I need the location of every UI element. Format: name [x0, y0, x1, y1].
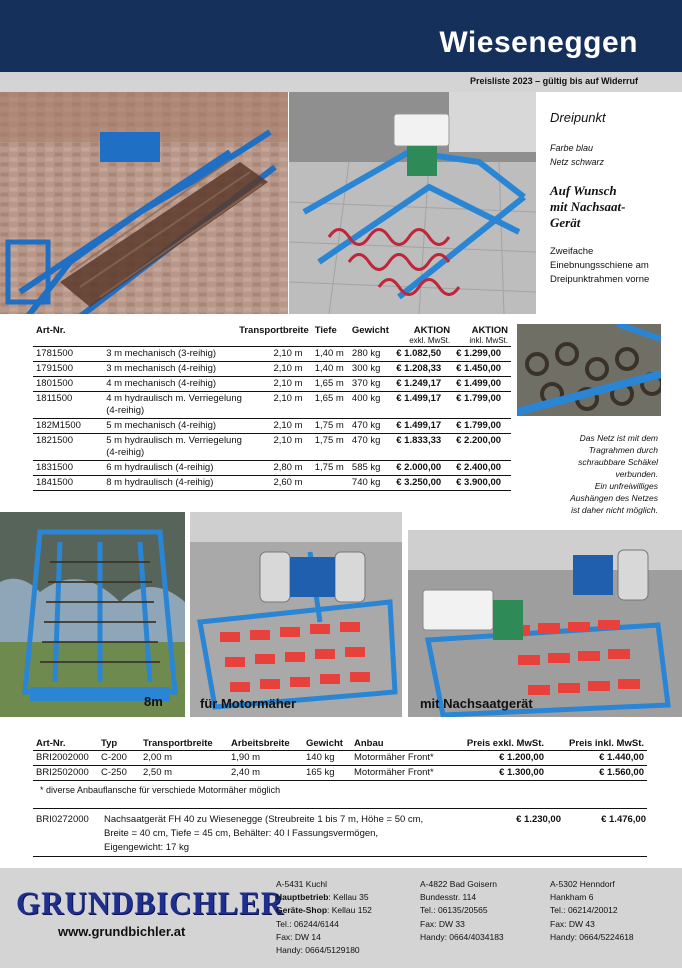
table-row: 1811500 4 m hydraulisch m. Verriegelung (4-reihig) 2,10 m 1,65 m 400 kg € 1.499,17 € 1.799,00 [33, 392, 511, 419]
nachsaat-description: Nachsaatgerät FH 40 zu Wiesenegge (Streubreite 1 bis 7 m, Höhe = 50 cm, Breite = 40 cm, Tiefe = 45 cm, Behälter: 40 l Fassungsvermögen, Eigengewicht: 17 kg [104, 814, 424, 853]
photo-8m-egge [0, 512, 185, 717]
table-row: 1801500 4 m mechanisch (4-reihig) 2,10 m 1,65 m 370 kg € 1.249,17 € 1.499,00 [33, 377, 511, 392]
company-logo: GRUNDBICHLER [16, 886, 285, 922]
table-row: 1781500 3 m mechanisch (3-reihig) 2,10 m 1,40 m 280 kg € 1.082,50 € 1.299,00 [33, 347, 511, 362]
anbau-footnote: * diverse Anbauflansche für verschiede Motormäher möglich [40, 785, 281, 795]
footer [0, 868, 682, 968]
header-banner [0, 0, 682, 72]
photo-net-closeup [517, 324, 661, 416]
table-row: BRI2002000 C-200 2,00 m 1,90 m 140 kg Motormäher Front* € 1.200,00 € 1.440,00 [33, 751, 647, 766]
address-henndorf: A-5302 Henndorf Hankham 6 Tel.: 06214/20012 Fax: DW 43 Handy: 0664/5224618 [550, 879, 634, 942]
col-transport: Transportbreite [239, 325, 309, 336]
caption-8m: 8m [144, 694, 163, 709]
table-header: Art-Nr. Typ Transportbreite Arbeitsbreite Gewicht Anbau Preis exkl. MwSt. Preis inkl. MwSt. [33, 737, 647, 751]
col-weight: Gewicht [351, 325, 389, 336]
website-link[interactable]: www.grundbichler.at [58, 924, 186, 939]
caption-nachsaatgeraet: mit Nachsaatgerät [420, 696, 533, 711]
table-header [33, 324, 511, 347]
nachsaat-price-exkl: € 1.230,00 [516, 814, 561, 825]
col-aktion-inkl: AKTION inkl. MwSt. [469, 325, 508, 345]
price-table-motormaeher [33, 737, 647, 781]
table-row: 1831500 6 m hydraulisch (4-reihig) 2,80 m 1,75 m 585 kg € 2.000,00 € 2.400,00 [33, 461, 511, 476]
net-color-line: Netz schwarz [550, 157, 605, 167]
table-row: 1821500 5 m hydraulisch m. Verriegelung (4-reihig) 2,10 m 1,75 m 470 kg € 1.833,33 € 2.200,00 [33, 434, 511, 461]
table-row: 1791500 3 m mechanisch (4-reihig) 2,10 m 1,40 m 300 kg € 1.208,33 € 1.450,00 [33, 362, 511, 377]
col-aktion-exkl: AKTION exkl. MwSt. [409, 325, 451, 345]
address-kuchl: A-5431 Kuchl Hauptbetrieb: Kellau 35 Geräte-Shop: Kellau 152 Tel.: 06244/6144 Fax: DW 14 Handy: 0664/5129180 [276, 879, 372, 956]
option-heading: Auf Wunsch mit Nachsaat- Gerät [550, 183, 626, 230]
side-note: Zweifache Einebnungsschiene am Dreipunktrahmen vorne [550, 246, 650, 285]
col-art: Art-Nr. [36, 325, 66, 336]
table-row: 1841500 8 m hydraulisch (4-reihig) 2,60 m 740 kg € 3.250,00 € 3.900,00 [33, 476, 511, 491]
divider-top [33, 808, 647, 809]
table-row: BRI2502000 C-250 2,50 m 2,40 m 165 kg Motormäher Front* € 1.300,00 € 1.560,00 [33, 766, 647, 781]
divider-bottom [33, 856, 647, 857]
page-title: Wieseneggen [439, 26, 638, 59]
address-bad-goisern: A-4822 Bad Goisern Bundesstr. 114 Tel.: 06135/20565 Fax: DW 33 Handy: 0664/4034183 [420, 879, 504, 942]
nachsaat-price-inkl: € 1.476,00 [601, 814, 646, 825]
side-heading: Dreipunkt [550, 110, 606, 125]
price-list-validity: Preisliste 2023 – gültig bis auf Widerruf [470, 76, 638, 86]
price-list-bar [0, 72, 682, 92]
net-safety-note: Das Netz ist mit dem Tragrahmen durch schraubbare Schäkel verbunden. Ein unfreiwilliges Aushängen des Netzes ist daher nicht möglich. [570, 433, 658, 515]
side-info [550, 110, 670, 287]
col-depth: Tiefe [314, 325, 337, 336]
photo-egge-nachsaat [289, 92, 536, 314]
table-row: 182M1500 5 m mechanisch (4-reihig) 2,10 m 1,75 m 470 kg € 1.499,17 € 1.799,00 [33, 419, 511, 434]
photo-egge-folded [0, 92, 288, 314]
nachsaat-art: BRI0272000 [36, 814, 89, 825]
photo-motormaeher [190, 512, 402, 717]
color-line: Farbe blau [550, 143, 594, 153]
caption-motormaeher: für Motormäher [200, 696, 297, 711]
photo-nachsaatgeraet [408, 530, 682, 717]
price-table-dreipunkt [33, 324, 511, 491]
